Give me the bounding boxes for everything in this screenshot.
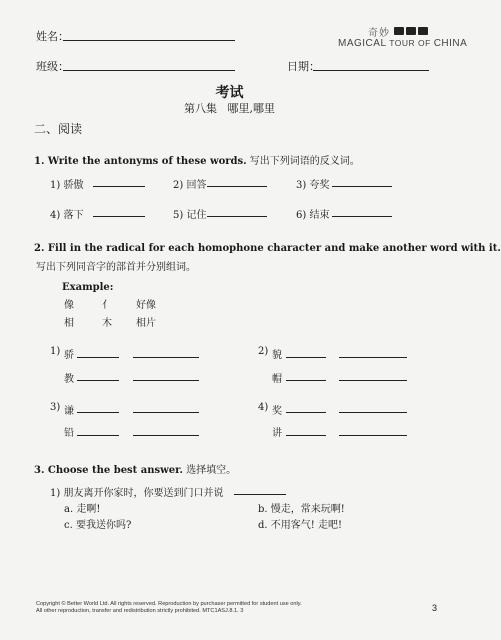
q3-option-a[interactable]: a. 走啊! — [64, 504, 101, 515]
class-label: 班级： — [36, 60, 69, 73]
q2-char: 教 — [64, 374, 74, 385]
q3-option-c[interactable]: c. 要我送你吗? — [64, 520, 132, 531]
q2-radical-field[interactable] — [77, 412, 119, 413]
q1-answer-field[interactable] — [332, 186, 392, 187]
example-label: Example: — [62, 282, 114, 293]
q2-item-number: 2) — [258, 346, 269, 357]
page-number: 3 — [432, 603, 438, 613]
name-label: 姓名： — [36, 30, 69, 43]
q2-radical-field[interactable] — [286, 435, 326, 436]
example-radical: 木 — [102, 318, 112, 329]
page-subtitle: 第八集 哪里,哪里 — [184, 102, 275, 115]
q1-answer-field[interactable] — [207, 186, 267, 187]
q1-item: 6) 结束 — [296, 210, 330, 221]
example-word: 好像 — [136, 300, 156, 311]
q2-char: 帽 — [272, 374, 282, 385]
q2-word-field[interactable] — [133, 435, 199, 436]
magical-tour-logo: 奇妙 MAGICAL TOUR OF CHINA — [338, 28, 468, 49]
q1-heading: 1. Write the antonyms of these words. 写出下列词语的反义词。 — [34, 156, 360, 167]
section-heading: 二、阅读 — [34, 122, 83, 136]
q1-answer-field[interactable] — [332, 216, 392, 217]
name-field[interactable] — [63, 40, 235, 41]
q2-heading-cn: 写出下列同音字的部首并分别组词。 — [36, 262, 196, 273]
page-title: 考试 — [215, 85, 244, 101]
q3-heading: 3. Choose the best answer. 选择填空。 — [34, 465, 237, 476]
q2-word-field[interactable] — [339, 357, 407, 358]
example-word: 相片 — [136, 318, 156, 329]
q2-char: 铅 — [64, 428, 74, 439]
q3-answer-field[interactable] — [234, 494, 286, 495]
q2-item-number: 4) — [258, 402, 269, 413]
q1-answer-field[interactable] — [93, 186, 145, 187]
q2-char: 讲 — [272, 428, 282, 439]
q1-item: 2) 回答 — [173, 180, 207, 191]
class-field[interactable] — [63, 70, 235, 71]
q2-word-field[interactable] — [339, 380, 407, 381]
q1-item: 3) 夸奖 — [296, 180, 330, 191]
q2-word-field[interactable] — [133, 412, 199, 413]
q2-word-field[interactable] — [133, 380, 199, 381]
q2-char: 奖 — [272, 406, 282, 417]
date-label: 日期： — [287, 60, 320, 73]
q1-item: 4) 落下 — [50, 210, 84, 221]
q2-radical-field[interactable] — [77, 380, 119, 381]
q1-item: 5) 记住 — [173, 210, 207, 221]
q2-heading: 2. Fill in the radical for each homophone character and make another word with it. — [34, 243, 501, 254]
q2-radical-field[interactable] — [286, 412, 326, 413]
q1-item: 1) 骄傲 — [50, 180, 84, 191]
example-radical: 亻 — [102, 300, 112, 311]
q1-answer-field[interactable] — [207, 216, 267, 217]
q2-item-number: 3) — [50, 402, 61, 413]
q2-item-number: 1) — [50, 346, 61, 357]
q2-char: 谦 — [64, 406, 74, 417]
q2-radical-field[interactable] — [286, 380, 326, 381]
q2-word-field[interactable] — [339, 412, 407, 413]
q2-radical-field[interactable] — [77, 435, 119, 436]
copyright-line-2: All other reproduction, transfer and redistribution strictly prohibited. MTC1ASJ.8.1. 3 — [36, 608, 244, 614]
q3-question: 1) 朋友离开你家时，你要送到门口并说 — [50, 488, 224, 499]
q2-word-field[interactable] — [133, 357, 199, 358]
q2-char: 骄 — [64, 350, 74, 361]
example-char: 像 — [64, 300, 74, 311]
example-char: 相 — [64, 318, 74, 329]
q3-option-d[interactable]: d. 不用客气! 走吧! — [258, 520, 342, 531]
q1-answer-field[interactable] — [93, 216, 145, 217]
date-field[interactable] — [313, 70, 429, 71]
q2-word-field[interactable] — [339, 435, 407, 436]
copyright-line-1: Copyright © Better World Ltd. All rights reserved. Reproduction by purchaser permitted for student use only. — [36, 601, 302, 607]
q2-radical-field[interactable] — [77, 357, 119, 358]
q2-radical-field[interactable] — [286, 357, 326, 358]
q2-char: 貌 — [272, 350, 282, 361]
q3-option-b[interactable]: b. 慢走，常来玩啊! — [258, 504, 345, 515]
